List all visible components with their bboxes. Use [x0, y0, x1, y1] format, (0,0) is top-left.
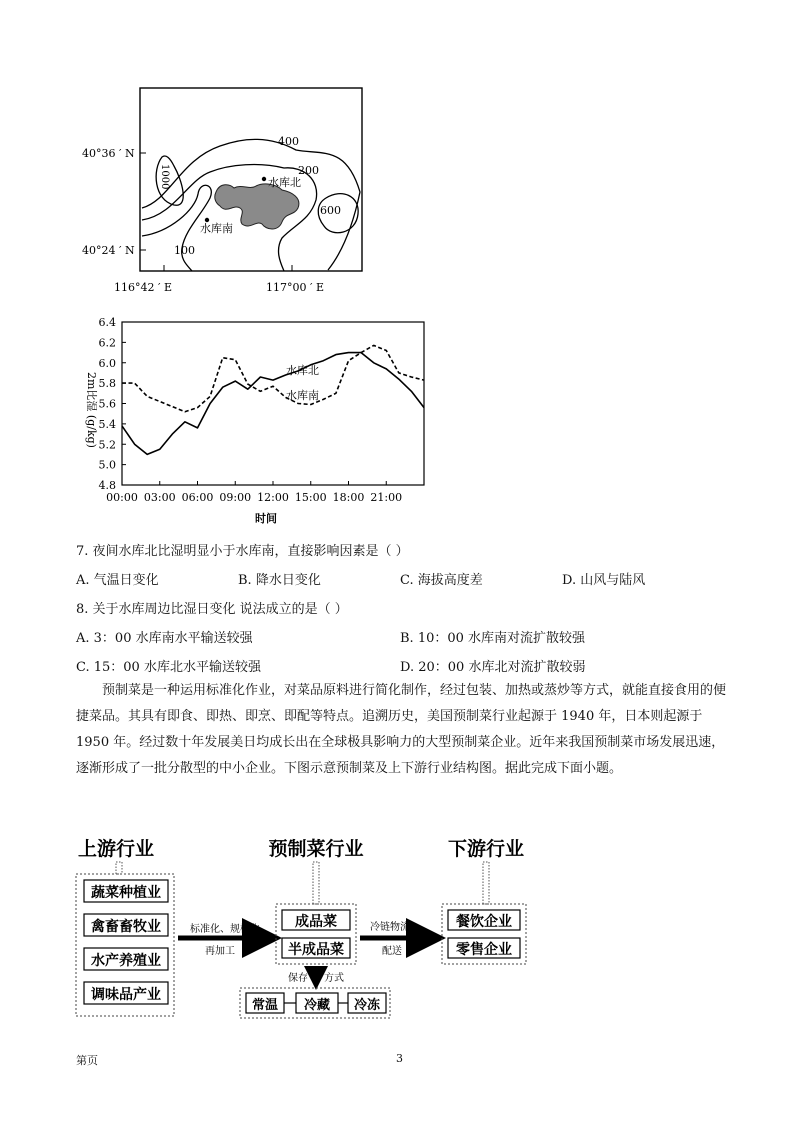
x-tick-label: 00:00 — [106, 491, 138, 504]
upstream-item — [84, 880, 168, 902]
y-tick-label: 5.8 — [98, 377, 116, 391]
lon-left-label: 116°42 ′ E — [114, 281, 173, 294]
svg-text:禽畜畜牧业: 禽畜畜牧业 — [91, 919, 161, 935]
humidity-chart — [60, 310, 440, 530]
x-tick-label: 15:00 — [294, 491, 327, 504]
upstream-item — [84, 982, 168, 1004]
q7-stem: 7. 夜间水库北比湿明显小于水库南，直接影响因素是（ ） — [76, 544, 409, 559]
y-tick-label: 5.2 — [98, 438, 116, 452]
svg-text:成品菜: 成品菜 — [295, 914, 337, 930]
q7-option-a[interactable]: A. 气温日变化 — [76, 573, 159, 588]
upstream-title: 上游行业 — [77, 838, 155, 860]
arrow2-top-label: 冷链物流 — [370, 922, 410, 933]
middle-title: 预制菜行业 — [268, 838, 364, 860]
page-number: 3 — [396, 1052, 403, 1065]
x-tick-label: 18:00 — [332, 491, 365, 504]
chart-frame — [122, 322, 424, 485]
lon-right-label: 117°00 ′ E — [266, 281, 325, 294]
svg-text:餐饮企业: 餐饮企业 — [456, 914, 512, 930]
x-tick-label: 12:00 — [257, 491, 289, 504]
svg-text:调味品产业: 调味品产业 — [91, 987, 161, 1003]
svg-text:水产养殖业: 水产养殖业 — [91, 953, 161, 969]
q8-option-b[interactable]: B. 10：00 水库南对流扩散较强 — [400, 631, 586, 646]
x-tick-label: 03:00 — [143, 491, 176, 504]
arrow1-bottom-label: 再加工 — [205, 946, 235, 957]
contour-label-1000: 1000 — [159, 164, 170, 190]
q7-option-b[interactable]: B. 降水日变化 — [238, 573, 321, 588]
chart-ylabel: 2m比湿 (g/kg) — [85, 372, 98, 448]
x-tick-label: 09:00 — [219, 491, 252, 504]
svg-text:零售企业: 零售企业 — [456, 942, 512, 958]
industry-structure-diagram — [70, 828, 540, 1028]
q7-option-d[interactable]: D. 山风与陆风 — [562, 573, 646, 588]
downstream-item — [448, 938, 520, 958]
contour-label-600: 600 — [320, 204, 341, 217]
series-label-north: 水库北 — [286, 364, 319, 377]
contour-label-400: 400 — [278, 135, 299, 148]
downstream-item — [448, 910, 520, 930]
y-tick-label: 6.4 — [98, 316, 116, 329]
downstream-title: 下游行业 — [447, 838, 525, 860]
x-tick-label: 21:00 — [370, 491, 403, 504]
storage-item — [246, 993, 284, 1013]
station-north-dot — [262, 177, 266, 181]
svg-text:冷冻: 冷冻 — [353, 998, 381, 1013]
y-tick-label: 6.0 — [98, 356, 116, 370]
station-north-label: 水库北 — [268, 176, 301, 189]
lat-bottom-label: 40°24 ′ N — [82, 244, 135, 257]
q8-stem: 8. 关于水库周边比湿日变化 说法成立的是（ ） — [76, 602, 348, 617]
q7-option-c[interactable]: C. 海拔高度差 — [400, 573, 483, 588]
q8-option-a[interactable]: A. 3：00 水库南水平输送较强 — [76, 631, 253, 646]
lat-top-label: 40°36 ′ N — [82, 147, 135, 160]
storage-item — [348, 993, 386, 1013]
y-tick-label: 6.2 — [98, 336, 116, 350]
contour-label-200: 200 — [298, 164, 319, 177]
series-label-south: 水库南 — [286, 389, 319, 402]
upstream-item — [84, 948, 168, 970]
station-south-label: 水库南 — [200, 222, 233, 235]
q8-option-c[interactable]: C. 15：00 水库北水平输送较强 — [76, 660, 261, 675]
y-tick-label: 5.4 — [98, 417, 116, 431]
y-tick-label: 4.8 — [98, 479, 116, 492]
upstream-item — [84, 914, 168, 936]
y-tick-label: 5.0 — [98, 458, 116, 472]
middle-item — [282, 910, 350, 930]
topographic-map — [70, 80, 400, 300]
contour-label-100: 100 — [174, 244, 195, 257]
svg-text:半成品菜: 半成品菜 — [288, 942, 344, 958]
storage-item — [296, 993, 338, 1013]
chart-xlabel: 时间 — [255, 512, 277, 525]
svg-text:冷藏: 冷藏 — [303, 998, 331, 1013]
passage-paragraph: 预制菜是一种运用标准化作业，对菜品原料进行简化制作，经过包装、加热或蒸炒等方式，就能直接食用的便捷菜品。其具有即食、即热、即烹、即配等特点。追溯历史，美国预制菜行业起源于 1940 年，日本则起源于 1950 年。经过数十年发展美日均成长出在全球极具影响力的大型预制菜企业。近年来我国预制菜市场发展迅速，逐渐形成了一批分散型的中小企业。下图示意预制菜及上下游行业结构图。据此完成下面小题。 — [76, 683, 727, 776]
footer-left: 第页 — [76, 1054, 98, 1067]
middle-item — [282, 938, 350, 958]
arrow2-bottom-label: 配送 — [382, 946, 402, 957]
svg-text:常温: 常温 — [251, 998, 279, 1013]
y-tick-label: 5.6 — [98, 397, 116, 411]
storage-right-label: 方式 — [324, 973, 344, 984]
x-tick-label: 06:00 — [181, 491, 214, 504]
svg-text:蔬菜种植业: 蔬菜种植业 — [91, 885, 161, 901]
storage-left-label: 保存 — [288, 973, 308, 984]
q8-option-d[interactable]: D. 20：00 水库北对流扩散较弱 — [400, 660, 586, 675]
arrow1-top-label: 标准化、规模化 — [190, 924, 260, 935]
